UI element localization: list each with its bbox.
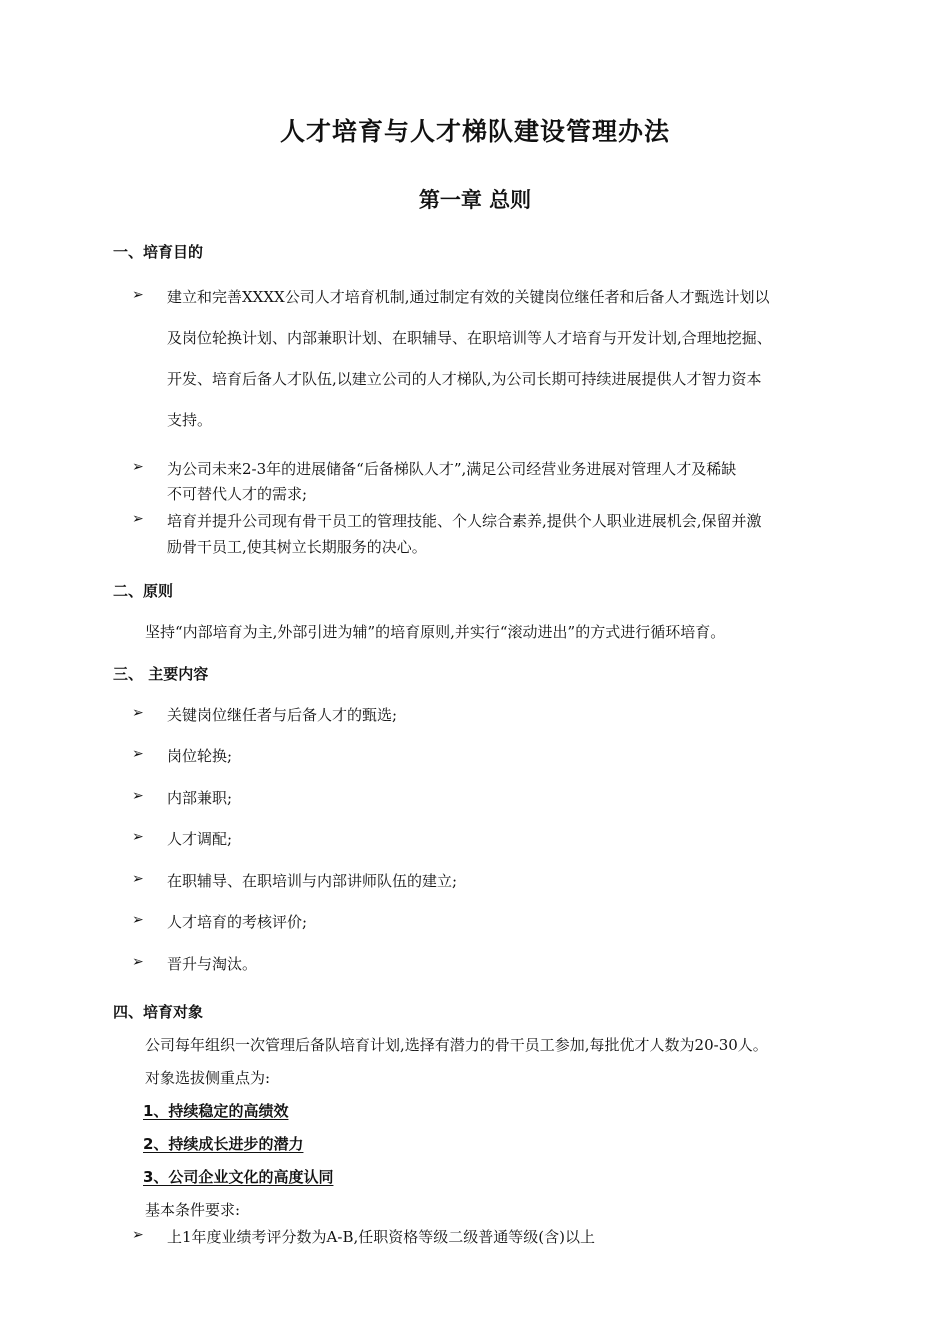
section-heading-principle: 二、原则 [113,582,174,600]
purpose-bullet-3-line-2: 励骨干员工,使其树立长期服务的决心。 [167,538,427,556]
purpose-bullet-1-line-3: 开发、培育后备人才队伍,以建立公司的人才梯队,为公司长期可持续进展提供人才智力资本 [167,370,762,388]
focus-item: 2、持续成长进步的潜力 [143,1135,304,1153]
content-item: 内部兼职; [167,789,233,807]
chapter-heading: 第一章 总则 [418,188,532,212]
selection-focus-intro: 对象选拔侧重点为: [145,1069,271,1087]
bullet-arrow-icon: ➢ [132,705,144,721]
bullet-arrow-icon: ➢ [132,459,144,475]
purpose-bullet-1-line-1: 建立和完善XXXX公司人才培育机制,通过制定有效的关键岗位继任者和后备人才甄选计划以 [167,288,770,306]
requirement-item: 上1年度业绩考评分数为A-B,任职资格等级二级普通等级(含)以上 [167,1228,595,1246]
bullet-arrow-icon: ➢ [132,954,144,970]
purpose-bullet-2-line-1: 为公司未来2-3年的进展储备“后备梯队人才”,满足公司经营业务进展对管理人才及稀缺 [167,460,737,478]
bullet-arrow-icon: ➢ [132,912,144,928]
focus-item: 1、持续稳定的高绩效 [143,1102,289,1120]
document-title: 人才培育与人才梯队建设管理办法 [279,117,670,146]
bullet-arrow-icon: ➢ [132,788,144,804]
purpose-bullet-3-line-1: 培育并提升公司现有骨干员工的管理技能、个人综合素养,提供个人职业进展机会,保留并激 [167,512,762,530]
bullet-arrow-icon: ➢ [132,746,144,762]
content-item: 岗位轮换; [167,747,233,765]
principle-text: 坚持“内部培育为主,外部引进为辅”的培育原则,并实行“滚动进出”的方式进行循环培育。 [145,623,726,641]
purpose-bullet-1-line-2: 及岗位轮换计划、内部兼职计划、在职辅导、在职培训等人才培育与开发计划,合理地挖掘、 [167,329,772,347]
bullet-arrow-icon: ➢ [132,287,144,303]
purpose-bullet-2-line-2: 不可替代人才的需求; [167,485,308,503]
section-heading-purpose: 一、培育目的 [113,243,204,261]
targets-paragraph: 公司每年组织一次管理后备队培育计划,选择有潜力的骨干员工参加,每批优才人数为20-30人。 [145,1036,768,1054]
content-item: 在职辅导、在职培训与内部讲师队伍的建立; [167,872,458,890]
content-item: 关键岗位继任者与后备人才的甄选; [167,706,398,724]
content-item: 人才调配; [167,830,233,848]
purpose-bullet-1-line-4: 支持。 [167,411,213,429]
bullet-arrow-icon: ➢ [132,829,144,845]
bullet-arrow-icon: ➢ [132,871,144,887]
section-heading-targets: 四、培育对象 [113,1003,204,1021]
basic-requirements-intro: 基本条件要求: [145,1201,241,1219]
content-item: 人才培育的考核评价; [167,913,308,931]
bullet-arrow-icon: ➢ [132,511,144,527]
bullet-arrow-icon: ➢ [132,1227,144,1243]
section-heading-main-content: 三、 主要内容 [113,665,209,683]
focus-item: 3、公司企业文化的高度认同 [143,1168,334,1186]
content-item: 晋升与淘汰。 [167,955,258,973]
